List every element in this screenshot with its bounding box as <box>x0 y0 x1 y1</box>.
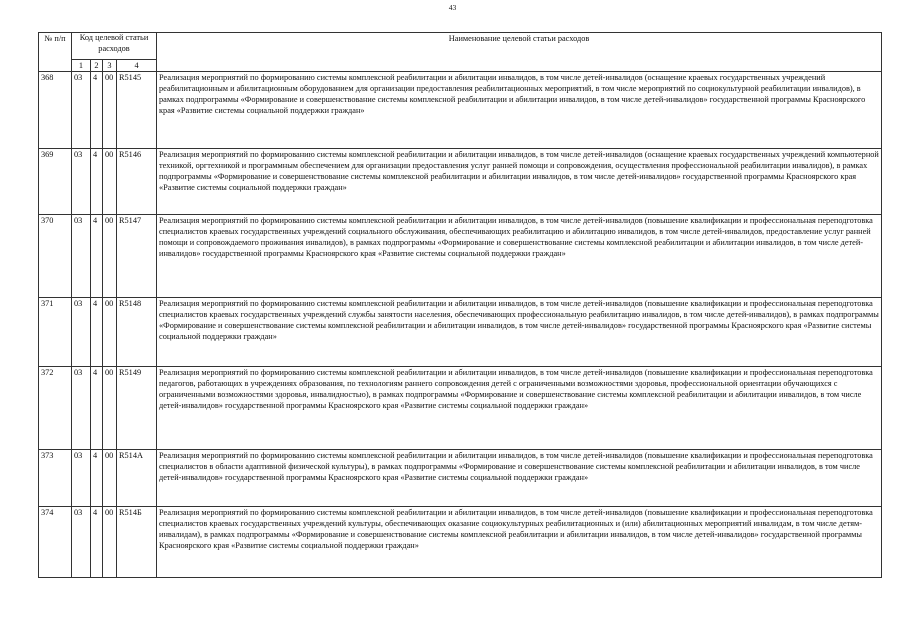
code-part-2: 4 <box>91 298 103 367</box>
table-row <box>39 507 882 578</box>
row-number: 370 <box>39 215 72 298</box>
code-part-2: 4 <box>91 149 103 215</box>
header-subnumber: 1 <box>72 60 91 72</box>
table-row <box>39 72 882 149</box>
expense-description: Реализация мероприятий по формированию системы комплексной реабилитации и абилитации инвалидов, в том числе детей-инвалидов (повышение квалификации и профессиональная переподготовка специалистов краевых государственных учреждений службы занятости населения, обеспечивающих профессиональную реабилитацию инвалидов, в том числе детей-инвалидов), в рамках подпрограммы «Формирование и совершенствование системы комплексной реабилитации и абилитации инвалидов, в том числе детей-инвалидов» государственной программы Красноярского края «Развитие системы социальной поддержки граждан» <box>157 298 882 367</box>
code-part-2: 4 <box>91 450 103 507</box>
table-row <box>39 450 882 507</box>
row-number: 372 <box>39 367 72 450</box>
row-number: 368 <box>39 72 72 149</box>
page-number: 43 <box>448 3 457 12</box>
code-part-4: R514A <box>117 450 157 507</box>
code-part-4: R5147 <box>117 215 157 298</box>
code-part-3: 00 <box>103 149 117 215</box>
code-part-4: R5148 <box>117 298 157 367</box>
code-part-3: 00 <box>103 367 117 450</box>
header-subnumber: 4 <box>117 60 157 72</box>
table-row <box>39 298 882 367</box>
row-number: 373 <box>39 450 72 507</box>
code-part-3: 00 <box>103 298 117 367</box>
table-row <box>39 149 882 215</box>
code-part-1: 03 <box>72 507 91 578</box>
code-part-4: R5145 <box>117 72 157 149</box>
expense-description: Реализация мероприятий по формированию системы комплексной реабилитации и абилитации инвалидов, в том числе детей-инвалидов (оснащение краевых государственных учреждений реабилитационным и абилитационным оборудованием для организации предоставления реабилитационных мероприятий, в том числе мероприятий по социокультурной реабилитации инвалидов), в рамках подпрограммы «Формирование и совершенствование системы комплексной реабилитации и абилитации инвалидов, в том числе детей-инвалидов» государственной программы Красноярского края «Развитие системы социальной поддержки граждан» <box>157 72 882 149</box>
expense-description: Реализация мероприятий по формированию системы комплексной реабилитации и абилитации инвалидов, в том числе детей-инвалидов (повышение квалификации и профессиональная переподготовка специалистов краевых государственных учреждений культуры, обеспечивающих оказание социокультурных реабилитационных и (или) абилитационных мероприятий инвалидам, в том числе детям-инвалидам), в рамках подпрограммы «Формирование и совершенствование системы комплексной реабилитации и абилитации инвалидов, в том числе детей-инвалидов» государственной программы Красноярского края «Развитие системы социальной поддержки граждан» <box>157 507 882 578</box>
code-part-2: 4 <box>91 72 103 149</box>
code-part-2: 4 <box>91 507 103 578</box>
code-part-4: R5146 <box>117 149 157 215</box>
row-number: 371 <box>39 298 72 367</box>
row-number: 374 <box>39 507 72 578</box>
header-subnumber: 2 <box>91 60 103 72</box>
expense-description: Реализация мероприятий по формированию системы комплексной реабилитации и абилитации инвалидов, в том числе детей-инвалидов (оснащение краевых государственных учреждений компьютерной техникой, оргтехникой и программным обеспечением для организации предоставления услуг ранней помощи и сопровождения, осуществления профессиональной реабилитации инвалидов), в рамках подпрограммы «Формирование и совершенствование системы комплексной реабилитации и абилитации инвалидов, в том числе детей-инвалидов» государственной программы Красноярского края «Развитие системы социальной поддержки граждан» <box>157 149 882 215</box>
expense-description: Реализация мероприятий по формированию системы комплексной реабилитации и абилитации инвалидов, в том числе детей-инвалидов (повышение квалификации и профессиональная переподготовка специалистов в области адаптивной физической культуры), в рамках подпрограммы «Формирование и совершенствование системы комплексной реабилитации и абилитации инвалидов, в том числе детей-инвалидов» государственной программы Красноярского края «Развитие системы социальной поддержки граждан» <box>157 450 882 507</box>
code-part-3: 00 <box>103 72 117 149</box>
header-code: Код целевой статьи расходов <box>72 33 157 60</box>
header-subnumber: 3 <box>103 60 117 72</box>
code-part-3: 00 <box>103 450 117 507</box>
table-row <box>39 367 882 450</box>
target-expense-table <box>38 32 882 578</box>
code-part-1: 03 <box>72 450 91 507</box>
code-part-3: 00 <box>103 215 117 298</box>
header-row-number: № п/п <box>39 33 72 72</box>
code-part-4: R514Б <box>117 507 157 578</box>
code-part-1: 03 <box>72 149 91 215</box>
code-part-1: 03 <box>72 367 91 450</box>
row-number: 369 <box>39 149 72 215</box>
code-part-4: R5149 <box>117 367 157 450</box>
code-part-1: 03 <box>72 298 91 367</box>
code-part-2: 4 <box>91 215 103 298</box>
code-part-1: 03 <box>72 215 91 298</box>
code-part-2: 4 <box>91 367 103 450</box>
table-row <box>39 215 882 298</box>
expense-description: Реализация мероприятий по формированию системы комплексной реабилитации и абилитации инвалидов, в том числе детей-инвалидов (повышение квалификации и профессиональная переподготовка специалистов краевых государственных учреждений социального обслуживания, обеспечивающих реабилитацию и абилитацию инвалидов, в том числе детей-инвалидов, предоставление услуг ранней помощи и сопровождаемого проживания инвалидов), в рамках подпрограммы «Формирование и совершенствование системы комплексной реабилитации и абилитации инвалидов, в том числе детей-инвалидов» государственной программы Красноярского края «Развитие системы социальной поддержки граждан» <box>157 215 882 298</box>
code-part-1: 03 <box>72 72 91 149</box>
code-part-3: 00 <box>103 507 117 578</box>
expense-description: Реализация мероприятий по формированию системы комплексной реабилитации и абилитации инвалидов, в том числе детей-инвалидов (повышение квалификации и профессиональная переподготовка педагогов, работающих в учреждениях образования, по технологиям раннего сопровождения детей с ограниченными возможностями здоровья, профессиональной ориентации обучающихся с ограниченными возможностями здоровья, инвалидностью), в рамках подпрограммы «Формирование и совершенствование системы комплексной реабилитации и абилитации инвалидов, в том числе детей-инвалидов» государственной программы Красноярского края «Развитие системы социальной поддержки граждан» <box>157 367 882 450</box>
header-name: Наименование целевой статьи расходов <box>157 33 882 72</box>
header-row <box>39 33 882 60</box>
